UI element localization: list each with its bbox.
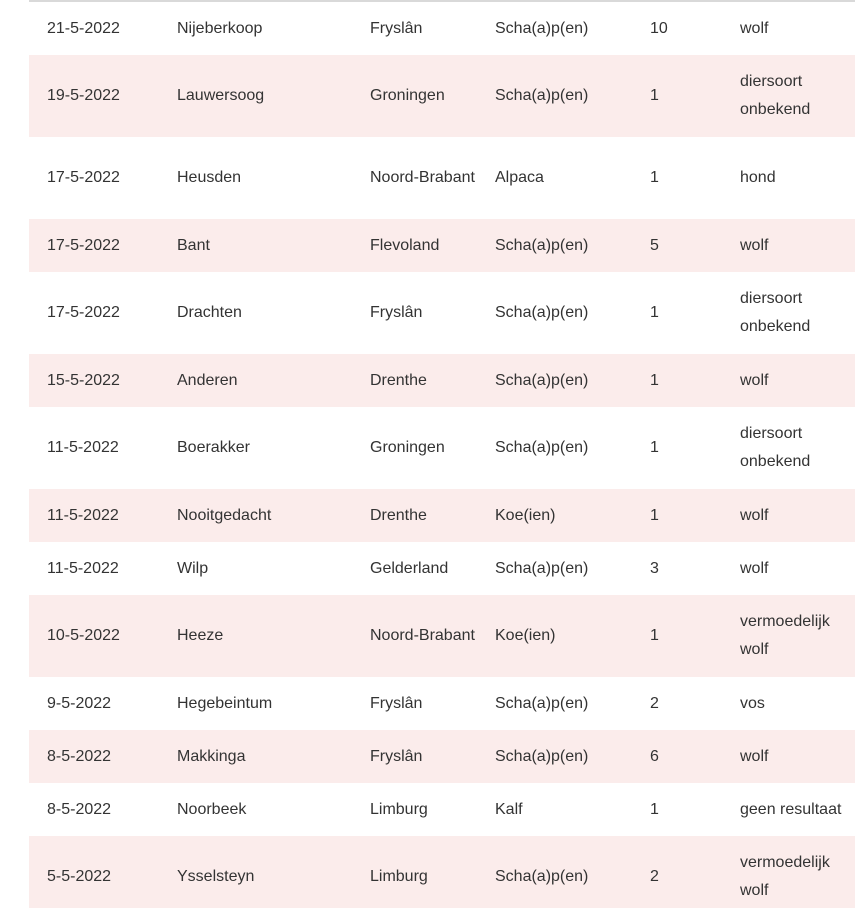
province-cell: Noord-Brabant [352,595,477,677]
result-cell: diersoort onbekend [740,55,855,137]
date-cell: 11-5-2022 [29,489,159,542]
count-cell: 1 [632,489,740,542]
place-cell: Anderen [159,354,352,407]
date-cell: 11-5-2022 [29,407,159,489]
animal-cell: Alpaca [477,137,632,219]
place-cell: Nijeberkoop [159,2,352,55]
table-row [29,354,855,407]
place-cell: Bant [159,219,352,272]
province-cell: Drenthe [352,489,477,542]
count-cell: 2 [632,677,740,730]
table-row [29,595,855,677]
result-cell: wolf [740,489,855,542]
count-cell: 2 [632,836,740,908]
place-cell: Drachten [159,272,352,354]
date-cell: 21-5-2022 [29,2,159,55]
count-cell: 3 [632,542,740,595]
place-cell: Heusden [159,137,352,219]
table-row [29,730,855,783]
place-cell: Nooitgedacht [159,489,352,542]
animal-cell: Koe(ien) [477,595,632,677]
date-cell: 19-5-2022 [29,55,159,137]
result-cell: geen resultaat [740,783,855,836]
province-cell: Fryslân [352,2,477,55]
province-cell: Groningen [352,55,477,137]
table-row [29,137,855,219]
place-cell: Hegebeintum [159,677,352,730]
animal-cell: Kalf [477,783,632,836]
place-cell: Lauwersoog [159,55,352,137]
table-row [29,2,855,55]
place-cell: Noorbeek [159,783,352,836]
result-cell: hond [740,137,855,219]
count-cell: 1 [632,55,740,137]
place-cell: Makkinga [159,730,352,783]
result-cell: diersoort onbekend [740,407,855,489]
province-cell: Gelderland [352,542,477,595]
table-row [29,219,855,272]
province-cell: Noord-Brabant [352,137,477,219]
result-cell: wolf [740,730,855,783]
province-cell: Drenthe [352,354,477,407]
province-cell: Fryslân [352,272,477,354]
animal-cell: Scha(a)p(en) [477,542,632,595]
province-cell: Fryslân [352,677,477,730]
table-row [29,677,855,730]
province-cell: Limburg [352,783,477,836]
date-cell: 8-5-2022 [29,783,159,836]
animal-cell: Koe(ien) [477,489,632,542]
count-cell: 10 [632,2,740,55]
animal-cell: Scha(a)p(en) [477,730,632,783]
animal-cell: Scha(a)p(en) [477,2,632,55]
date-cell: 17-5-2022 [29,272,159,354]
animal-cell: Scha(a)p(en) [477,55,632,137]
province-cell: Limburg [352,836,477,908]
date-cell: 10-5-2022 [29,595,159,677]
count-cell: 6 [632,730,740,783]
province-cell: Groningen [352,407,477,489]
animal-cell: Scha(a)p(en) [477,407,632,489]
date-cell: 8-5-2022 [29,730,159,783]
date-cell: 11-5-2022 [29,542,159,595]
result-cell: wolf [740,354,855,407]
table-row [29,783,855,836]
animal-cell: Scha(a)p(en) [477,354,632,407]
table-row [29,836,855,908]
place-cell: Boerakker [159,407,352,489]
count-cell: 1 [632,407,740,489]
date-cell: 5-5-2022 [29,836,159,908]
place-cell: Heeze [159,595,352,677]
date-cell: 15-5-2022 [29,354,159,407]
animal-cell: Scha(a)p(en) [477,219,632,272]
incident-table [29,2,855,908]
result-cell: wolf [740,219,855,272]
date-cell: 17-5-2022 [29,137,159,219]
table-row [29,489,855,542]
count-cell: 1 [632,137,740,219]
result-cell: wolf [740,2,855,55]
province-cell: Flevoland [352,219,477,272]
result-cell: vermoedelijk wolf [740,595,855,677]
animal-cell: Scha(a)p(en) [477,677,632,730]
count-cell: 1 [632,783,740,836]
result-cell: vos [740,677,855,730]
date-cell: 9-5-2022 [29,677,159,730]
count-cell: 1 [632,272,740,354]
result-cell: vermoedelijk wolf [740,836,855,908]
place-cell: Wilp [159,542,352,595]
result-cell: wolf [740,542,855,595]
date-cell: 17-5-2022 [29,219,159,272]
table-row [29,272,855,354]
count-cell: 1 [632,354,740,407]
animal-cell: Scha(a)p(en) [477,272,632,354]
result-cell: diersoort onbekend [740,272,855,354]
table-row [29,542,855,595]
table-row [29,55,855,137]
place-cell: Ysselsteyn [159,836,352,908]
province-cell: Fryslân [352,730,477,783]
table-row [29,407,855,489]
count-cell: 1 [632,595,740,677]
animal-cell: Scha(a)p(en) [477,836,632,908]
count-cell: 5 [632,219,740,272]
